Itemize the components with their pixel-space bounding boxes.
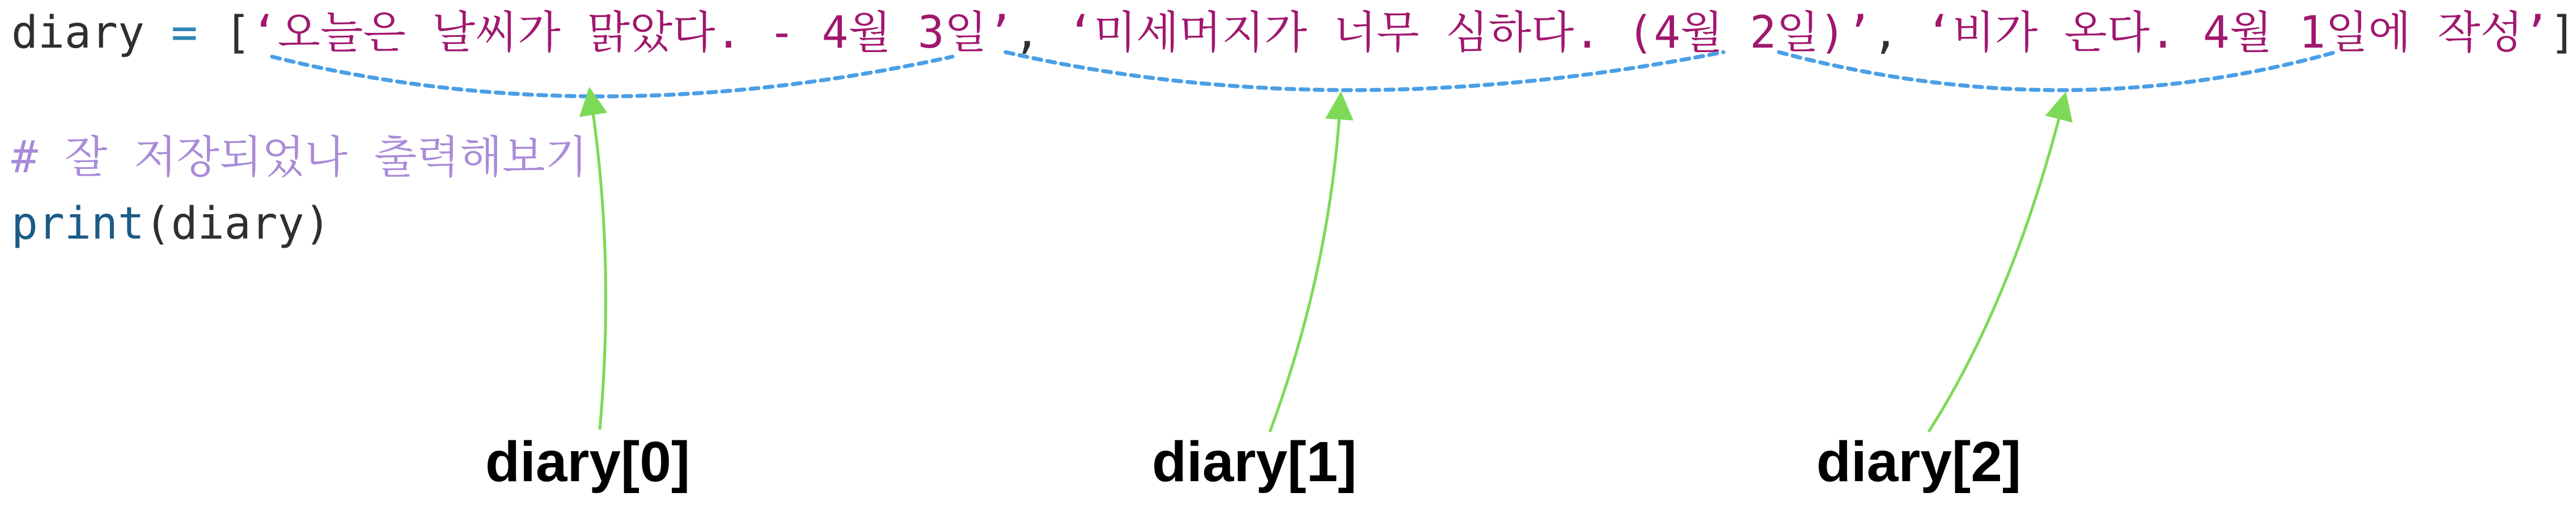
code-line-diary-assignment [11,5,2576,61]
assign-operator: = [144,7,224,58]
arrow-to-item-2 [1929,105,2062,432]
variable-diary: diary [11,7,145,58]
code-line-comment [11,129,588,186]
separator-1: , [1872,7,1926,58]
string-item-1: ‘미세머지가 너무 심하다. (4월 2일)’ [1066,7,1872,58]
label-diary-index-1: diary[1] [1152,430,1357,494]
open-bracket: [ [224,7,251,58]
string-item-0: ‘오늘은 날씨가 맑았다. - 4월 3일’ [251,7,1014,58]
label-diary-index-2: diary[2] [1816,430,2022,494]
close-paren: ) [304,198,331,249]
string-item-2: ‘비가 온다. 4월 1일에 작성’ [1925,7,2550,58]
code-line-print-call [11,196,331,252]
arrow-to-item-0 [591,101,606,430]
brace-item-0 [272,57,952,96]
open-paren: ( [144,198,171,249]
arrow-to-item-1 [1270,105,1340,432]
function-print: print [11,198,145,249]
argument-diary: diary [171,198,304,249]
label-diary-index-0: diary[0] [485,430,690,494]
comment-text: # 잘 저장되었나 출력해보기 [11,132,588,183]
close-bracket: ] [2549,7,2576,58]
separator-0: , [1014,7,1067,58]
